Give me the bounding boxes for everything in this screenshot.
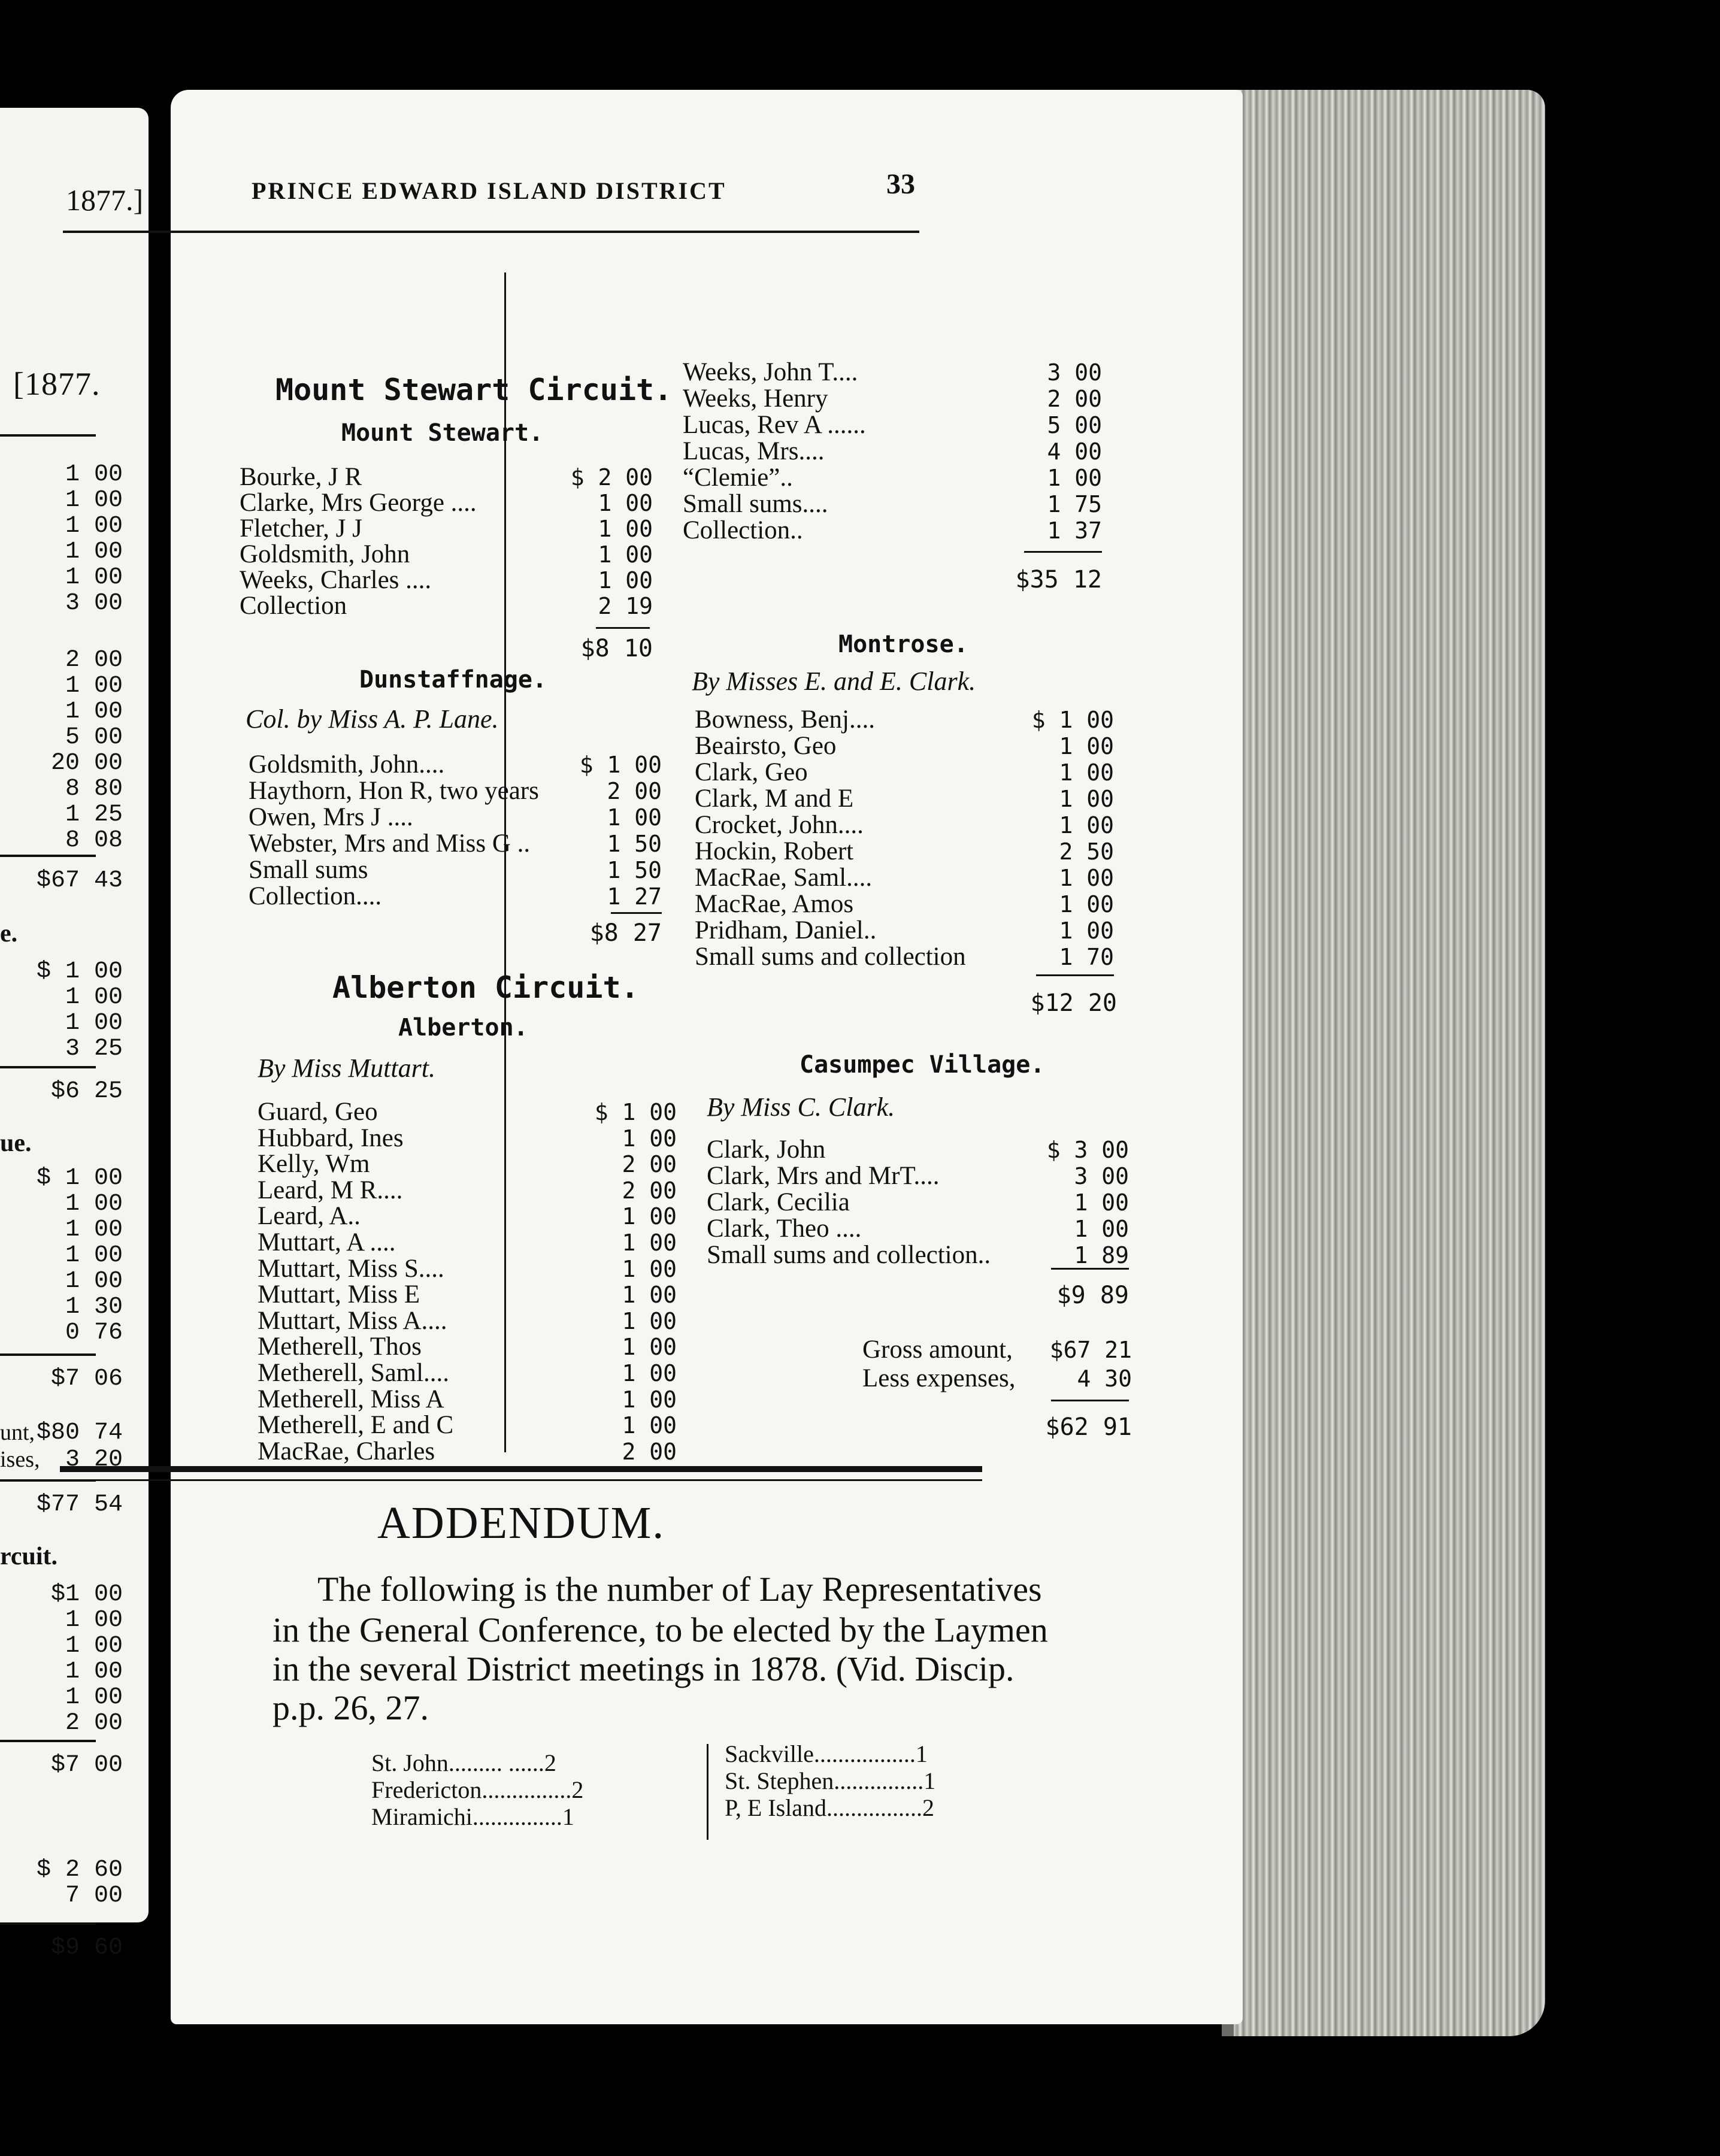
dunstaffnage-heading: Dunstaffnage. [359,666,547,694]
addendum-heading: ADDENDUM. [377,1498,665,1548]
left-page-total: $7 00 [50,1752,123,1779]
contributor-name: Small sums and collection.. [707,1241,991,1269]
left-page-amount: 1 00 [65,1607,123,1634]
montrose-heading: Montrose. [838,631,968,658]
contributor-name: Goldsmith, John [240,540,410,568]
left-page-fragment: rcuit. [0,1543,58,1570]
contributor-name: Lucas, Mrs.... [683,437,825,465]
contribution-amount: 1 00 [622,1412,677,1439]
contributor-name: Collection [240,592,347,620]
left-page-amount: 3 25 [65,1035,123,1062]
contributor-name: Clark, John [707,1135,826,1164]
contribution-amount: 1 00 [622,1203,677,1230]
contribution-amount: 1 00 [1047,465,1102,491]
list-item [683,465,1102,491]
contribution-amount: 1 00 [622,1334,677,1361]
list-item [695,944,1114,970]
list-item [683,386,1102,412]
addendum-line: in the several District meetings in 1878. (Vid. Discip. [272,1649,1015,1688]
contributor-name: Metherell, E and C [258,1411,454,1440]
left-page-year: [1877. [13,366,101,402]
divider [0,1066,96,1068]
left-page-amount: 1 00 [65,984,123,1011]
sum-rule [1051,1268,1129,1270]
list-item [695,891,1114,917]
contributor-name: MacRae, Amos [695,890,854,918]
divider [0,1353,96,1356]
contribution-amount: 1 00 [622,1230,677,1256]
left-page-amount: 1 00 [65,1242,123,1269]
list-item [249,752,662,778]
left-page-amount: 2 00 [65,647,123,674]
contribution-amount: 1 00 [1059,759,1114,786]
contribution-amount: 2 00 [1047,386,1102,412]
divider [0,1922,96,1925]
contributor-name: Crocket, John.... [695,811,864,839]
addendum-line: The following is the number of Lay Representatives [317,1570,1042,1609]
alberton-note: By Miss Muttart. [258,1053,435,1083]
contribution-amount: 1 00 [1059,812,1114,838]
list-item [258,1334,677,1360]
list-item [240,490,653,516]
left-page-expenses-label: ises, [0,1447,40,1472]
casumpec-heading: Casumpec Village. [800,1051,1045,1079]
sum-rule [1051,1400,1129,1401]
casumpec-note: By Miss C. Clark. [707,1092,895,1122]
contribution-amount: 1 37 [1047,517,1102,544]
contribution-amount: 1 00 [1059,786,1114,812]
addendum-line: p.p. 26, 27. [272,1688,429,1727]
casumpec-total: $9 89 [1056,1282,1129,1309]
contribution-amount: 2 00 [607,778,662,804]
contribution-amount: $ 3 00 [1046,1137,1129,1163]
left-page-amount: 20 00 [50,750,123,777]
left-page-amount: 1 00 [65,513,123,540]
contributor-name: Pridham, Daniel.. [695,916,877,944]
divider [0,1740,96,1742]
left-page-total: $9 60 [50,1934,123,1961]
addendum-heavy-rule [60,1466,982,1472]
list-item [258,1203,677,1230]
contribution-amount: 1 75 [1047,491,1102,517]
contributor-name: Hubbard, Ines [258,1124,404,1152]
left-facing-page [0,108,149,1961]
list-item [695,759,1114,786]
contribution-amount: 2 19 [598,593,653,619]
contributor-name: Webster, Mrs and Miss G .. [249,829,531,858]
contributor-name: Clark, Mrs and MrT.... [707,1162,940,1190]
contribution-amount: 1 00 [1074,1216,1129,1242]
contributor-name: Metherell, Saml.... [258,1359,450,1387]
left-page-amount: 3 00 [65,590,123,617]
list-item [707,1189,1129,1216]
list-item [258,1360,677,1386]
contributor-name: Goldsmith, John.... [249,750,445,779]
left-page-amount: 2 00 [65,1710,123,1737]
net-total: $62 91 [1045,1413,1132,1441]
montrose-total: $12 20 [1030,989,1117,1017]
divider [0,434,96,437]
left-page-amount: 1 00 [65,564,123,591]
contribution-amount: $ 1 00 [1031,707,1114,733]
list-item [240,593,653,619]
left-page-amount: 5 00 [65,724,123,751]
contribution-amount: $ 2 00 [570,464,653,490]
contributor-name: Bourke, J R [240,463,362,491]
expenses-row [862,1365,1132,1392]
contributor-name: Leard, A.. [258,1202,361,1231]
left-page-amount: 1 00 [65,1684,123,1711]
list-item [258,1439,677,1465]
contribution-amount: 4 00 [1047,438,1102,465]
dunstaffnage-note: Col. by Miss A. P. Lane. [246,704,499,734]
gross-label: Gross amount, [862,1336,1013,1364]
sum-rule [1024,551,1102,553]
contributor-name: Clark, Geo [695,758,808,786]
contribution-amount: 2 50 [1059,838,1114,865]
left-page-amount: 1 25 [65,801,123,828]
contribution-amount: 1 00 [622,1386,677,1413]
contributor-name: Collection.... [249,882,382,910]
left-page-amount: 1 00 [65,487,123,514]
contributor-name: Bowness, Benj.... [695,705,875,734]
contribution-amount: 1 27 [607,883,662,910]
sum-rule [611,912,662,914]
list-item [258,1099,677,1125]
left-page-expenses: 3 20 [65,1446,123,1473]
left-page-amount: 1 00 [65,698,123,725]
contribution-amount: 1 50 [607,831,662,857]
contribution-amount: 1 00 [622,1307,677,1334]
contributor-name: MacRae, Saml.... [695,864,873,892]
contribution-amount: 1 00 [598,516,653,542]
divider [0,855,96,857]
contribution-amount: 1 50 [607,857,662,883]
montrose-note: By Misses E. and E. Clark. [692,667,976,696]
contribution-amount: 1 00 [607,804,662,831]
left-page-amount: 7 00 [65,1882,123,1909]
left-page-amount: 0 76 [65,1319,123,1346]
contribution-amount: 1 00 [1059,865,1114,891]
contributor-name: Muttart, Miss A.... [258,1306,447,1335]
contributor-name: Small sums and collection [695,943,966,971]
contribution-amount: 1 00 [622,1360,677,1386]
list-item [695,786,1114,812]
sum-rule [596,627,650,629]
reps-divider [707,1744,708,1840]
contribution-amount: 1 00 [622,1282,677,1309]
contribution-amount: 1 00 [1059,733,1114,759]
contributor-name: Leard, M R.... [258,1176,403,1204]
contribution-amount: 1 00 [1059,891,1114,917]
contribution-amount: 1 89 [1074,1242,1129,1268]
list-item [249,804,662,831]
list-item [258,1412,677,1439]
left-page-amount: 1 00 [65,1633,123,1660]
contributor-name: Muttart, Miss E [258,1280,420,1309]
contribution-amount: 1 00 [1074,1189,1129,1216]
contribution-amount: $ 1 00 [579,752,662,778]
contributor-name: Kelly, Wm [258,1150,370,1179]
contributor-name: Small sums [249,856,368,884]
contributor-name: Lucas, Rev A ...... [683,411,866,439]
contribution-amount: 1 00 [598,541,653,568]
page-title: PRINCE EDWARD ISLAND DISTRICT [252,177,726,204]
gross-value: $67 21 [1049,1337,1132,1363]
contributor-name: Weeks, Charles .... [240,566,432,594]
list-item [695,865,1114,891]
list-item [258,1256,677,1282]
list-item [707,1242,1129,1268]
list-item [258,1151,677,1177]
header-rule [63,231,919,233]
alberton-heading: Alberton. [398,1014,528,1041]
rep-fredericton: Fredericton...............2 [371,1776,584,1803]
list-item [695,812,1114,838]
contribution-amount: 1 70 [1059,944,1114,970]
list-item [240,516,653,542]
left-page-amount: 1 00 [65,1268,123,1295]
list-item [258,1308,677,1334]
contribution-amount: 1 00 [1059,917,1114,944]
header-year: 1877.] [66,183,144,217]
addendum-thin-rule [60,1479,982,1481]
left-page-amount: 1 00 [65,461,123,488]
contributor-name: Muttart, A .... [258,1228,396,1256]
contribution-amount: 1 00 [598,567,653,593]
left-page-total: $67 43 [36,867,123,894]
left-page-amount: 1 00 [65,1191,123,1218]
contributor-name: Collection.. [683,516,803,544]
contributor-name: Small sums.... [683,490,828,518]
contributor-name: Clark, M and E [695,785,854,813]
left-page-amount: $ 2 60 [36,1857,123,1884]
left-page-amount: $ 1 00 [36,1165,123,1192]
contributor-name: Metherell, Miss A [258,1385,444,1413]
contributor-name: Weeks, John T.... [683,358,858,386]
list-item [707,1216,1129,1242]
left-page-total: $77 54 [36,1491,123,1518]
list-item [683,517,1102,544]
left-page-amount: 1 00 [65,1010,123,1037]
left-page-amount: $1 00 [50,1581,123,1608]
list-item [695,917,1114,944]
alberton-circuit-heading: Alberton Circuit. [332,970,639,1005]
list-item [258,1386,677,1413]
list-item [258,1125,677,1152]
left-page-amount: 1 00 [65,1216,123,1243]
contributor-name: Muttart, Miss S.... [258,1254,444,1283]
list-item [695,707,1114,733]
left-page-amount: 1 00 [65,538,123,565]
contributor-name: MacRae, Charles [258,1437,435,1465]
rep-sackville: Sackville.................1 [725,1740,928,1767]
contribution-amount: 2 00 [622,1151,677,1178]
gross-amount-row [862,1337,1132,1363]
left-page-amount: 1 00 [65,1658,123,1685]
contributor-name: Clarke, Mrs George .... [240,489,477,517]
list-item [249,883,662,910]
left-page-gross-label: unt, [0,1420,35,1445]
list-item [249,857,662,883]
left-page-amount: 1 30 [65,1294,123,1321]
list-item [240,567,653,593]
addendum-line: in the General Conference, to be elected by the Laymen [272,1610,1048,1649]
list-item [240,541,653,568]
contributor-name: Hockin, Robert [695,837,854,865]
list-item [249,831,662,857]
continued-total: $35 12 [1015,566,1102,593]
left-page-fragment: ue. [0,1130,32,1157]
book-page-edges [1234,90,1545,2036]
list-item [258,1230,677,1256]
contribution-amount: 1 00 [622,1125,677,1152]
list-item [240,464,653,490]
expenses-label: Less expenses, [862,1364,1016,1392]
contribution-amount: 1 00 [622,1255,677,1282]
left-page-fragment: e. [0,920,18,947]
list-item [683,438,1102,465]
list-item [695,733,1114,759]
contributor-name: Fletcher, J J [240,514,362,543]
left-page-total: $7 06 [50,1365,123,1392]
contributor-name: Weeks, Henry [683,384,828,413]
contribution-amount: $ 1 00 [594,1099,677,1125]
contribution-amount: 2 00 [622,1438,677,1465]
list-item [683,412,1102,438]
left-page-amount: 8 08 [65,827,123,854]
dunstaffnage-total: $8 27 [589,919,662,947]
contribution-amount: 5 00 [1047,412,1102,438]
contribution-amount: 3 00 [1074,1163,1129,1189]
expenses-value: 4 30 [1077,1365,1132,1392]
list-item [707,1137,1129,1163]
rep-st-john: St. John......... ......2 [371,1749,556,1776]
list-item [258,1177,677,1204]
contributor-name: Metherell, Thos [258,1333,422,1361]
contribution-amount: 1 00 [598,490,653,516]
left-page-amount: 1 00 [65,673,123,700]
list-item [683,359,1102,386]
left-page-total: $6 25 [50,1078,123,1105]
contributor-name: “Clemie”.. [683,464,793,492]
sum-rule [1036,974,1114,976]
contributor-name: Clark, Theo .... [707,1215,862,1243]
contributor-name: Guard, Geo [258,1098,378,1126]
list-item [707,1163,1129,1189]
contributor-name: Owen, Mrs J .... [249,803,413,831]
list-item [695,838,1114,865]
list-item [249,778,662,804]
page-number: 33 [886,168,915,200]
left-page-amount: $ 1 00 [36,958,123,985]
contribution-amount: 3 00 [1047,359,1102,386]
rep-st-stephen: St. Stephen...............1 [725,1767,936,1794]
rep-miramichi: Miramichi...............1 [371,1803,574,1830]
rep-pe-island: P, E Island................2 [725,1794,934,1821]
mount-stewart-total: $8 10 [580,635,653,662]
list-item [258,1282,677,1308]
contributor-name: Beairsto, Geo [695,732,837,760]
left-page-amount: 8 80 [65,776,123,803]
mount-stewart-heading: Mount Stewart. [341,419,544,447]
list-item [683,491,1102,517]
mount-stewart-circuit-heading: Mount Stewart Circuit. [275,373,673,407]
contribution-amount: 2 00 [622,1177,677,1204]
contributor-name: Clark, Cecilia [707,1188,850,1216]
left-page-gross: $80 74 [36,1419,123,1446]
contributor-name: Haythorn, Hon R, two years [249,777,539,805]
